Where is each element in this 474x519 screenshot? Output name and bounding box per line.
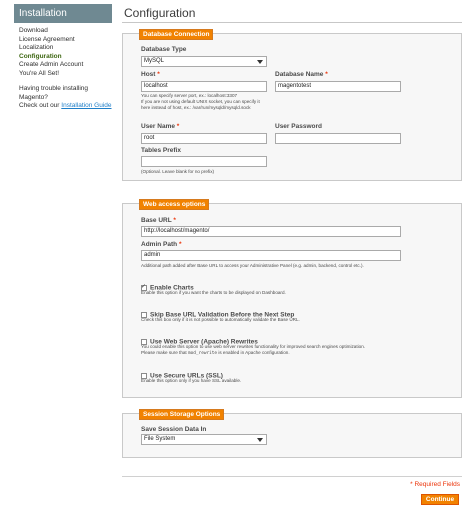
- web-rewrites-label: Use Web Server (Apache) Rewrites: [150, 338, 258, 346]
- database-type-value: MySQL: [144, 58, 165, 64]
- main-content: [122, 0, 462, 442]
- host-label: Host *: [141, 71, 160, 78]
- footer-divider: [122, 476, 462, 477]
- admin-path-input[interactable]: admin: [141, 250, 401, 261]
- web-access-fieldset: [122, 203, 462, 398]
- tables-prefix-label: Tables Prefix: [141, 147, 181, 154]
- admin-path-label: Admin Path *: [141, 241, 182, 248]
- session-storage-fieldset: [122, 413, 462, 458]
- step-download: Download: [19, 27, 48, 34]
- secure-urls-label: Use Secure URLs (SSL): [150, 372, 223, 380]
- database-name-label: Database Name *: [275, 71, 328, 78]
- step-license-agreement: License Agreement: [19, 35, 75, 43]
- sidebar-title: Installation: [14, 4, 112, 23]
- help-text: [14, 85, 112, 111]
- skip-validation-note: Check this box only if it is not possible to automatically validate the Base URL.: [141, 317, 300, 322]
- enable-charts-label: Enable Charts: [150, 284, 194, 292]
- host-note: You can specify server port, ex.: localhost:3307 If you are not using default UNIX socket, you can specify it here instead of host, ex.: /var/run/mysqld/mysqld.sock: [141, 93, 260, 110]
- page-title: Configuration: [124, 6, 196, 20]
- continue-button[interactable]: Continue: [421, 494, 459, 505]
- base-url-label: Base URL *: [141, 217, 176, 224]
- sidebar: [14, 4, 112, 111]
- database-type-select[interactable]: [141, 56, 267, 67]
- web-access-legend: Web access options: [139, 199, 209, 210]
- chevron-down-icon: [257, 438, 263, 442]
- user-name-input[interactable]: root: [141, 133, 267, 144]
- step-localization: Localization: [19, 44, 54, 51]
- web-rewrites-note: You could enable this option to use web server rewrites functionality for improved search engines optimization. Please make sure that mod_rewrite is enabled in Apache configuration.: [141, 344, 366, 356]
- help-question: Having trouble installing Magento?: [19, 85, 89, 101]
- database-connection-fieldset: [122, 33, 462, 181]
- tables-prefix-input[interactable]: [141, 156, 267, 167]
- user-password-input[interactable]: [275, 133, 401, 144]
- database-connection-legend: Database Connection: [139, 29, 213, 40]
- step-all-set: You're All Set!: [19, 69, 60, 77]
- step-create-admin-account: Create Admin Account: [19, 61, 84, 68]
- user-name-label: User Name *: [141, 123, 180, 130]
- session-data-label: Save Session Data In: [141, 426, 207, 433]
- step-configuration: Configuration: [19, 52, 62, 60]
- tables-prefix-note: (Optional. Leave blank for no prefix): [141, 169, 215, 174]
- session-storage-select[interactable]: [141, 434, 267, 445]
- session-storage-legend: Session Storage Options: [139, 409, 224, 420]
- required-fields-note: * Required Fields: [410, 481, 460, 488]
- database-type-label: Database Type: [141, 46, 187, 53]
- database-name-input[interactable]: magentotest: [275, 81, 401, 92]
- installation-guide-link[interactable]: Installation Guide: [61, 102, 112, 109]
- user-password-label: User Password: [275, 123, 322, 130]
- step-list: [14, 27, 112, 78]
- host-input[interactable]: localhost: [141, 81, 267, 92]
- enable-charts-note: Enable this option if you want the charts to be displayed on Dashboard.: [141, 290, 286, 295]
- page-header: [122, 0, 462, 23]
- session-storage-value: File System: [144, 436, 176, 442]
- skip-validation-label: Skip Base URL Validation Before the Next Step: [150, 311, 295, 319]
- help-prefix: Check out our: [19, 102, 62, 109]
- chevron-down-icon: [257, 60, 263, 64]
- admin-path-note: Additional path added after Base URL to access your Administrative Panel (e.g. admin, backend, control etc.).: [141, 263, 364, 268]
- secure-urls-note: Enable this option only if you have SSL available.: [141, 378, 242, 383]
- base-url-input[interactable]: http://localhost/magento/: [141, 226, 401, 237]
